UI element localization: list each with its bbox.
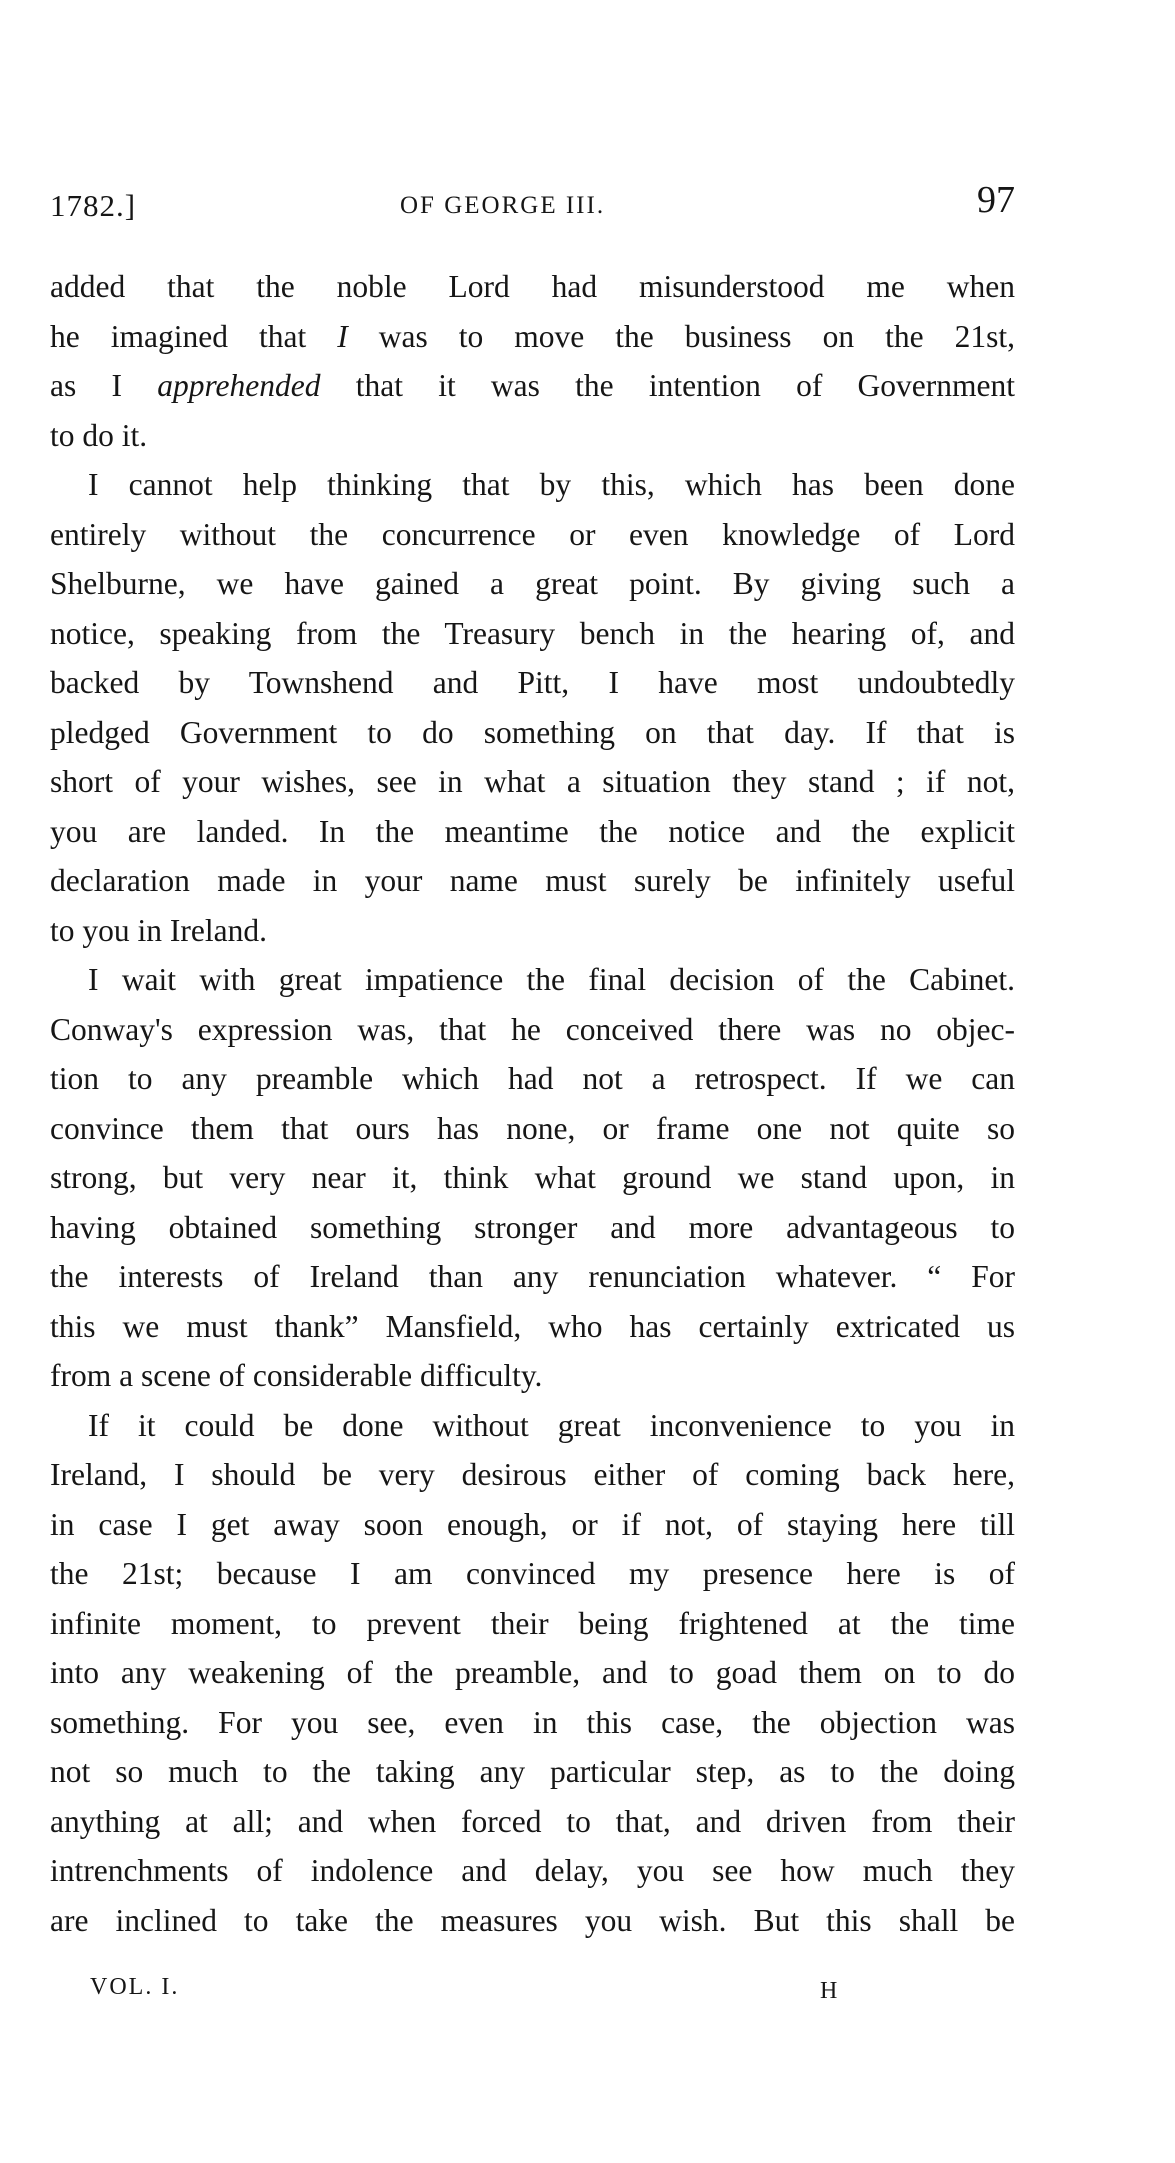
header-date: 1782.] (50, 188, 137, 223)
text-line: into any weakening of the preamble, and to goad them on to do (50, 1655, 1015, 1690)
text-line: this we must thank” Mansfield, who has certainly extricated us (50, 1308, 1015, 1344)
text-line: to you in Ireland. (50, 912, 267, 948)
text-line: the interests of Ireland than any renunciation whatever. “ For (50, 1259, 1015, 1294)
signature-mark: H (820, 1978, 838, 2004)
body-text (50, 262, 1015, 1945)
text-line: from a scene of considerable difficulty. (50, 1358, 543, 1393)
text-line: backed by Townshend and Pitt, I have most undoubtedly (50, 665, 1015, 700)
text-line: Shelburne, we have gained a great point. By giving such a (50, 566, 1015, 601)
text-line: Ireland, I should be very desirous either of coming back here, (50, 1457, 1015, 1492)
text-line: having obtained something stronger and more advantageous to (50, 1209, 1015, 1245)
text-line: he imagined that I was to move the business on the 21st, (50, 318, 1015, 354)
text-line: not so much to the taking any particular step, as to the doing (50, 1754, 1015, 1789)
text-line: strong, but very near it, think what ground we stand upon, in (50, 1160, 1015, 1195)
text-line: something. For you see, even in this case, the objection was (50, 1704, 1015, 1740)
paragraph-first-line: If it could be done without great inconvenience to you in (88, 1407, 1015, 1443)
text-line: added that the noble Lord had misunderstood me when (50, 269, 1015, 304)
paragraph-first-line: I wait with great impatience the final decision of the Cabinet. (88, 962, 1015, 997)
text-line: in case I get away soon enough, or if not, of staying here till (50, 1506, 1015, 1542)
text-line: intrenchments of indolence and delay, you see how much they (50, 1853, 1015, 1888)
text-line: anything at all; and when forced to that, and driven from their (50, 1803, 1015, 1839)
volume-label: VOL. I. (90, 1974, 180, 2000)
running-title: OF GEORGE III. (400, 192, 606, 219)
text-line: entirely without the concurrence or even knowledge of Lord (50, 516, 1015, 552)
text-line: declaration made in your name must surely be infinitely useful (50, 863, 1015, 898)
text-line: pledged Government to do something on that day. If that is (50, 714, 1015, 750)
text-line: to do it. (50, 417, 148, 453)
text-line: you are landed. In the meantime the notice and the explicit (50, 813, 1015, 849)
page-footer (50, 1974, 1015, 2014)
text-line: convince them that ours has none, or frame one not quite so (50, 1110, 1015, 1146)
text-line: short of your wishes, see in what a situation they stand ; if not, (50, 764, 1015, 799)
paragraph-first-line: I cannot help thinking that by this, which has been done (88, 467, 1015, 502)
page-header (50, 178, 1015, 228)
text-line: infinite moment, to prevent their being frightened at the time (50, 1605, 1015, 1641)
text-line: are inclined to take the measures you wish. But this shall be (50, 1902, 1015, 1938)
text-line: Conway's expression was, that he conceived there was no objec- (50, 1011, 1015, 1047)
text-line: the 21st; because I am convinced my presence here is of (50, 1556, 1015, 1591)
text-line: as I apprehended that it was the intention of Government (50, 368, 1016, 403)
page-number: 97 (977, 179, 1015, 221)
text-line: notice, speaking from the Treasury bench in the hearing of, and (50, 615, 1015, 651)
text-line: tion to any preamble which had not a retrospect. If we can (50, 1061, 1015, 1096)
